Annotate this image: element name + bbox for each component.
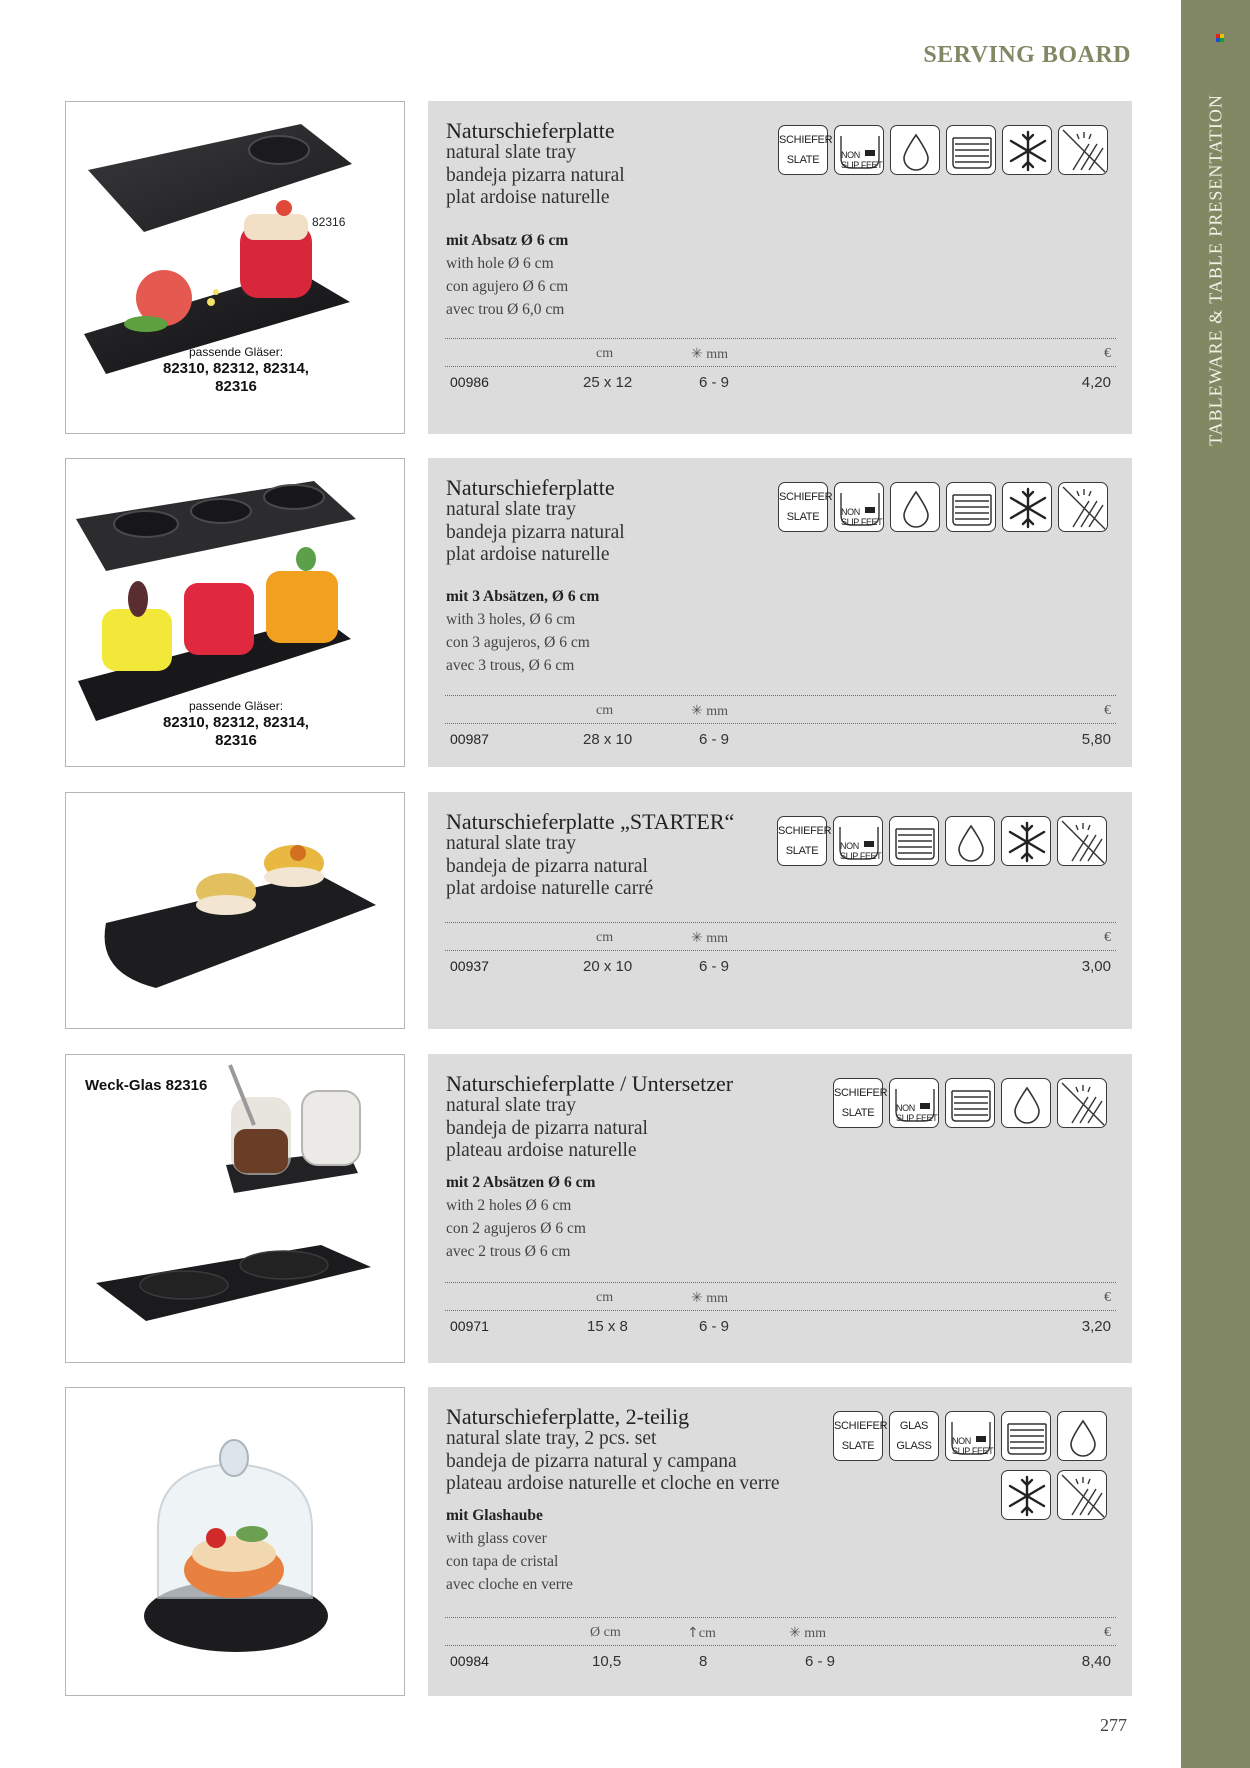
product-specs xyxy=(446,1504,573,1596)
weck-glass-label: Weck-Glas 82316 xyxy=(85,1077,208,1094)
spec-fr: avec cloche en verre xyxy=(446,1576,573,1593)
dishwasher-safe-drop-icon xyxy=(1057,1411,1107,1461)
no-dishwasher-icon xyxy=(1057,1078,1107,1128)
size-value: 15 x 8 xyxy=(587,1318,628,1335)
title-fr: plat ardoise naturelle xyxy=(446,544,610,565)
freezer-safe-snowflake-icon xyxy=(1002,482,1052,532)
no-dishwasher-icon xyxy=(1058,125,1108,175)
title-fr: plat ardoise naturelle carré xyxy=(446,878,654,899)
dishwasher-safe-drop-icon xyxy=(1001,1078,1051,1128)
slate-material-icon: SCHIEFER SLATE xyxy=(777,816,827,866)
size-value: 28 x 10 xyxy=(583,731,633,748)
title-de: Naturschieferplatte / Untersetzer xyxy=(446,1071,734,1096)
thickness-icon: ✳ xyxy=(691,346,703,362)
page-title: SERVING BOARD xyxy=(923,42,1131,68)
col-header-diameter: Ø cm xyxy=(590,1625,621,1640)
title-fr: plateau ardoise naturelle xyxy=(446,1140,637,1161)
product-image xyxy=(65,1054,405,1363)
col-header-price: € xyxy=(1104,346,1111,361)
article-number: 00937 xyxy=(450,958,489,974)
non-slip-feet-icon: NON SLIP FEET xyxy=(833,816,883,866)
title-es: bandeja pizarra natural xyxy=(446,521,625,543)
feature-icons xyxy=(778,125,1118,175)
title-es: bandeja de pizarra natural xyxy=(446,1117,648,1139)
title-en: natural slate tray xyxy=(446,142,576,163)
spec-de: mit 3 Absätzen, Ø 6 cm xyxy=(446,588,600,605)
price-value: 4,20 xyxy=(1081,374,1111,391)
col-header-thickness: ✳ mm xyxy=(691,1290,729,1306)
glass-number-tag: 82316 xyxy=(312,215,346,229)
caption-numbers: 82316 xyxy=(215,732,257,749)
thickness-icon: ✳ xyxy=(691,703,703,719)
non-slip-feet-icon: NON SLIP FEET xyxy=(945,1411,995,1461)
product-row-00986 xyxy=(65,101,1132,434)
product-info-panel xyxy=(428,1054,1132,1363)
caption-numbers: 82310, 82312, 82314, xyxy=(163,714,309,731)
col-header-price: € xyxy=(1104,1290,1111,1305)
product-title xyxy=(446,1405,779,1496)
spec-fr: avec trou Ø 6,0 cm xyxy=(446,301,565,318)
thickness-value: 6 - 9 xyxy=(699,958,730,975)
spec-es: con agujero Ø 6 cm xyxy=(446,278,569,295)
stackable-icon xyxy=(945,1078,995,1128)
col-header-price: € xyxy=(1104,703,1111,718)
price-table xyxy=(445,695,1116,755)
article-number: 00987 xyxy=(450,731,489,747)
stackable-icon xyxy=(889,816,939,866)
slate-with-glass-cloche-photo xyxy=(66,1388,405,1696)
product-specs xyxy=(446,585,599,677)
non-slip-feet-icon: NON SLIP FEET xyxy=(834,125,884,175)
article-number: 00984 xyxy=(450,1653,489,1669)
stackable-icon xyxy=(1001,1411,1051,1461)
thickness-icon: ✳ xyxy=(789,1625,801,1641)
product-row-00937 xyxy=(65,792,1132,1029)
spec-de: mit Absatz Ø 6 cm xyxy=(446,232,569,249)
title-en: natural slate tray xyxy=(446,1095,576,1116)
slate-tray-photo xyxy=(66,793,405,1029)
glass-material-icon: GLAS GLASS xyxy=(889,1411,939,1461)
title-en: natural slate tray xyxy=(446,833,576,854)
slate-coaster-photo xyxy=(66,1055,405,1363)
spec-de: mit Glashaube xyxy=(446,1507,543,1524)
spec-en: with 2 holes Ø 6 cm xyxy=(446,1197,572,1214)
product-title xyxy=(446,1072,733,1163)
size-value: 25 x 12 xyxy=(583,374,633,391)
col-header-price: € xyxy=(1104,930,1111,945)
freezer-safe-snowflake-icon xyxy=(1001,1470,1051,1520)
product-info-panel xyxy=(428,458,1132,767)
product-specs xyxy=(446,1171,595,1263)
size-value: 20 x 10 xyxy=(583,958,633,975)
page-number: 277 xyxy=(1100,1715,1127,1735)
caption-label: passende Gläser: xyxy=(188,345,284,359)
feature-icons xyxy=(833,1078,1117,1128)
height-value: 8 xyxy=(699,1653,708,1670)
title-es: bandeja de pizarra natural y campana xyxy=(446,1450,737,1472)
thickness-value: 6 - 9 xyxy=(699,374,730,391)
title-fr: plateau ardoise naturelle et cloche en verre xyxy=(446,1473,780,1494)
spec-fr: avec 3 trous, Ø 6 cm xyxy=(446,657,575,674)
product-title xyxy=(446,476,625,567)
product-row-00987 xyxy=(65,458,1132,767)
product-row-00984 xyxy=(65,1387,1132,1696)
freezer-safe-snowflake-icon xyxy=(1001,816,1051,866)
height-arrow-icon: ↑ xyxy=(687,1625,699,1641)
caption-numbers: 82310, 82312, 82314, xyxy=(163,360,309,377)
price-table xyxy=(445,1617,1116,1677)
color-marks-icon xyxy=(1216,34,1226,44)
col-header-thickness: ✳ mm xyxy=(691,703,729,719)
sidebar-label: TABLEWARE & TABLE PRESENTATION xyxy=(1205,94,1226,446)
dishwasher-safe-drop-icon xyxy=(890,125,940,175)
caption-numbers: 82316 xyxy=(215,378,257,395)
no-dishwasher-icon xyxy=(1058,482,1108,532)
product-info-panel xyxy=(428,792,1132,1029)
product-image xyxy=(65,458,405,767)
slate-material-icon: SCHIEFER SLATE xyxy=(778,125,828,175)
title-en: natural slate tray xyxy=(446,499,576,520)
spec-es: con 2 agujeros Ø 6 cm xyxy=(446,1220,586,1237)
product-title xyxy=(446,119,625,210)
title-en: natural slate tray, 2 pcs. set xyxy=(446,1428,657,1449)
dishwasher-safe-drop-icon xyxy=(890,482,940,532)
title-de: Naturschieferplatte „STARTER“ xyxy=(446,809,735,834)
spec-en: with glass cover xyxy=(446,1530,547,1547)
no-dishwasher-icon xyxy=(1057,816,1107,866)
spec-en: with hole Ø 6 cm xyxy=(446,255,554,272)
product-info-panel xyxy=(428,1387,1132,1696)
feature-icons xyxy=(833,1411,1117,1461)
price-value: 3,00 xyxy=(1081,958,1111,975)
col-header-cm: cm xyxy=(596,703,614,718)
matching-glasses-caption xyxy=(66,345,405,396)
spec-en: with 3 holes, Ø 6 cm xyxy=(446,611,576,628)
col-header-height: ↑cm xyxy=(687,1625,716,1641)
price-table xyxy=(445,338,1116,398)
title-es: bandeja de pizarra natural xyxy=(446,855,648,877)
no-dishwasher-icon xyxy=(1057,1470,1107,1520)
non-slip-feet-icon: NON SLIP FEET xyxy=(889,1078,939,1128)
diameter-value: 10,5 xyxy=(592,1653,622,1670)
product-image xyxy=(65,1387,405,1696)
freezer-safe-snowflake-icon xyxy=(1002,125,1052,175)
product-title xyxy=(446,810,734,901)
non-slip-feet-icon: NON SLIP FEET xyxy=(834,482,884,532)
feature-icons xyxy=(777,816,1117,866)
title-de: Naturschieferplatte xyxy=(446,475,615,500)
thickness-icon: ✳ xyxy=(691,1290,703,1306)
title-es: bandeja pizarra natural xyxy=(446,164,625,186)
matching-glasses-caption xyxy=(66,699,405,750)
title-de: Naturschieferplatte, 2-teilig xyxy=(446,1404,690,1429)
col-header-price: € xyxy=(1104,1625,1111,1640)
thickness-value: 6 - 9 xyxy=(699,731,730,748)
caption-label: passende Gläser: xyxy=(188,699,284,713)
spec-es: con tapa de cristal xyxy=(446,1553,559,1570)
slate-material-icon: SCHIEFER SLATE xyxy=(833,1078,883,1128)
title-de: Naturschieferplatte xyxy=(446,118,615,143)
product-row-00971 xyxy=(65,1054,1132,1363)
thickness-value: 6 - 9 xyxy=(699,1318,730,1335)
price-value: 3,20 xyxy=(1081,1318,1111,1335)
spec-de: mit 2 Absätzen Ø 6 cm xyxy=(446,1174,596,1191)
product-specs xyxy=(446,229,568,321)
col-header-cm: cm xyxy=(596,1290,614,1305)
article-number: 00986 xyxy=(450,374,489,390)
spec-es: con 3 agujeros, Ø 6 cm xyxy=(446,634,590,651)
feature-icons xyxy=(778,482,1118,532)
col-header-cm: cm xyxy=(596,346,614,361)
price-table xyxy=(445,1282,1116,1342)
spec-fr: avec 2 trous Ø 6 cm xyxy=(446,1243,571,1260)
price-value: 8,40 xyxy=(1081,1653,1111,1670)
title-fr: plat ardoise naturelle xyxy=(446,187,610,208)
product-image xyxy=(65,101,405,434)
col-header-thickness: ✳ mm xyxy=(691,930,729,946)
dishwasher-safe-drop-icon xyxy=(945,816,995,866)
slate-material-icon: SCHIEFER SLATE xyxy=(778,482,828,532)
article-number: 00971 xyxy=(450,1318,489,1334)
col-header-thickness: ✳ mm xyxy=(789,1625,827,1641)
thickness-icon: ✳ xyxy=(691,930,703,946)
stackable-icon xyxy=(946,482,996,532)
col-header-thickness: ✳ mm xyxy=(691,346,729,362)
product-info-panel xyxy=(428,101,1132,434)
stackable-icon xyxy=(946,125,996,175)
col-header-cm: cm xyxy=(596,930,614,945)
product-image xyxy=(65,792,405,1029)
price-table xyxy=(445,922,1116,982)
slate-material-icon: SCHIEFER SLATE xyxy=(833,1411,883,1461)
price-value: 5,80 xyxy=(1081,731,1111,748)
thickness-value: 6 - 9 xyxy=(805,1653,836,1670)
